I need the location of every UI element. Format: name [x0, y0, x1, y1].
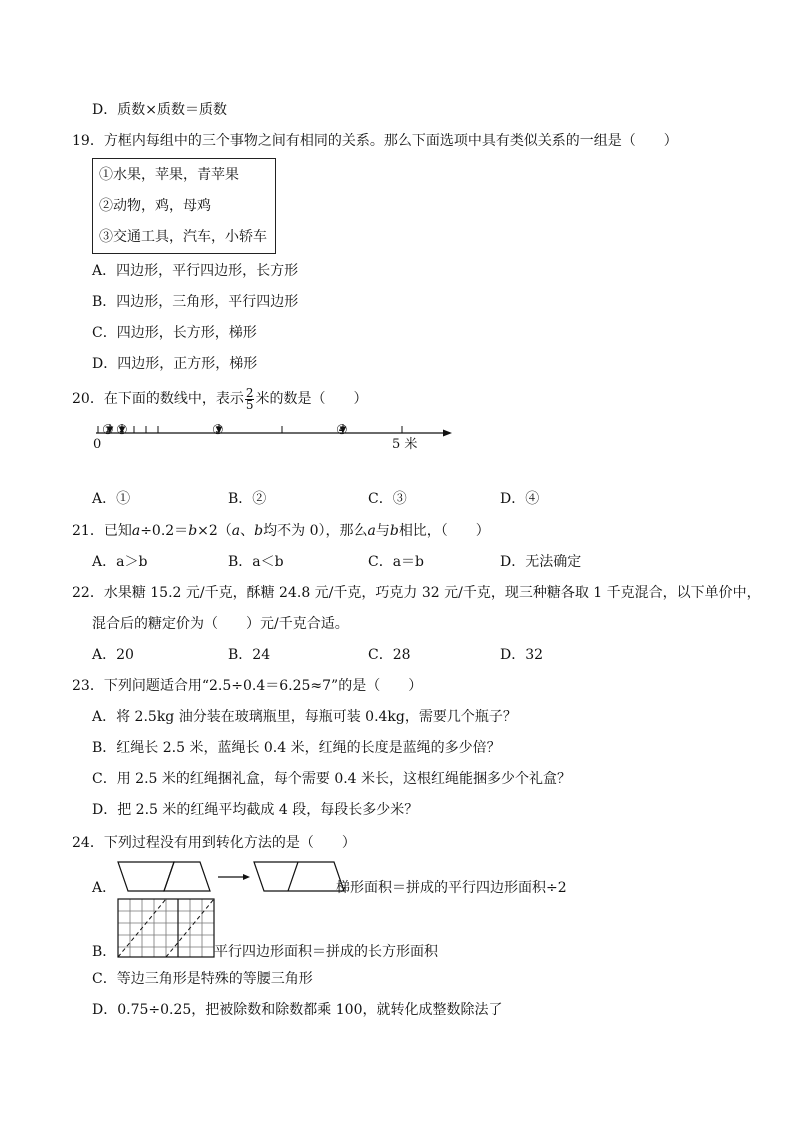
q21-stem-part: 均不为 0），那么 [263, 523, 368, 539]
q19-box-item-2: ②动物，鸡，母鸡 [99, 198, 211, 214]
q20-option-b: B．② [228, 491, 267, 507]
parallelogram-split-line [288, 862, 298, 891]
var-a: a [367, 523, 376, 539]
q18-option-d: D．质数×质数＝质数 [92, 102, 227, 118]
q22-stem-line-2: 混合后的糖定价为（ ）元/千克合适。 [92, 616, 349, 632]
q21-stem-part: 与 [375, 523, 390, 539]
q23-option-b: B．红绳长 2.5 米，蓝绳长 0.4 米，红绳的长度是蓝绳的多少倍？ [92, 740, 501, 756]
q21-stem-part: 相比，（ ） [398, 523, 490, 539]
q23-option-a: A．将 2.5kg 油分装在玻璃瓶里，每瓶可装 0.4kg，需要几个瓶子？ [92, 709, 517, 725]
q23-stem: 23．下列问题适合用“2.5÷0.4＝6.25≈7”的是（ ） [72, 678, 423, 694]
q20-option-c: C．③ [368, 491, 407, 507]
number-line-zero-label: 0 [93, 437, 102, 452]
q19-box-item-1: ①水果，苹果，青苹果 [99, 167, 239, 183]
var-b: b [254, 523, 264, 539]
q20-stem-post: 米的数是（ ） [255, 391, 368, 407]
q21-stem-part: ÷0.2＝ [140, 523, 189, 539]
q22-stem-line-1: 22．水果糖 15.2 元/千克，酥糖 24.8 元/千克，巧克力 32 元/千克，现三种糖各取 1 千克混合，以下单价中， [72, 585, 761, 601]
q24-option-a-text: 梯形面积＝拼成的平行四边形面积÷2 [336, 880, 567, 896]
q19-option-d: D．四边形，正方形，梯形 [92, 356, 258, 372]
q22-option-d: D．32 [500, 647, 544, 663]
q21-option-d: D．无法确定 [500, 554, 582, 570]
fraction-numerator: 2 [245, 385, 254, 400]
q20-option-d: D．④ [500, 491, 540, 507]
marker-label-2: ② [116, 423, 128, 438]
q21-stem-part: ×2（ [197, 523, 232, 539]
grid-lines [118, 899, 214, 957]
q24-option-d: D．0.75÷0.25，把被除数和除数都乘 100，就转化成整数除法了 [92, 1002, 503, 1018]
q23-option-d: D．把 2.5 米的红绳平均截成 4 段，每段长多少米？ [92, 802, 419, 818]
parallelogram-shape [254, 862, 344, 891]
arrow-head [243, 874, 250, 880]
q20-option-a: A．① [92, 491, 131, 507]
q19-option-b: B．四边形，三角形，平行四边形 [92, 294, 299, 310]
q23-option-c: C．用 2.5 米的红绳捆礼盒，每个需要 0.4 米长，这根红绳能捆多少个礼盒？ [92, 771, 572, 787]
parallelogram-to-rectangle-grid-figure [112, 897, 216, 959]
q22-option-c: C．28 [368, 647, 411, 663]
number-line-end-label: 5 米 [392, 437, 418, 452]
var-b: b [188, 523, 198, 539]
q21-option-c: C．a＝b [368, 554, 425, 570]
q24-option-b-text: 平行四边形面积＝拼成的长方形面积 [214, 944, 438, 960]
q19-relation-box [92, 158, 276, 254]
q22-option-a: A．20 [92, 647, 134, 663]
q24-stem: 24．下列过程没有用到转化方法的是（ ） [72, 835, 356, 851]
var-b: b [389, 523, 399, 539]
q19-stem: 19．方框内每组中的三个事物之间有相同的关系。那么下面选项中具有类似关系的一组是（ ） [72, 133, 678, 149]
number-line-markers [108, 424, 346, 432]
q24-option-a-label: A． [92, 880, 117, 896]
fraction-denominator: 5 [245, 397, 254, 412]
marker-label-4: ④ [336, 423, 348, 438]
q21-stem [72, 522, 490, 540]
q22-option-b: B．24 [228, 647, 271, 663]
var-a: a [231, 523, 241, 539]
q21-stem-part: 、 [240, 523, 255, 539]
q21-stem-part: 21．已知 [72, 523, 132, 539]
marker-label-3: ③ [212, 423, 224, 438]
q24-option-b-label: B． [92, 944, 117, 960]
var-a: a [131, 523, 141, 539]
q20-stem-pre: 20．在下面的数线中，表示 [72, 391, 244, 407]
number-line-arrowhead [443, 430, 452, 437]
q24-option-c: C．等边三角形是特殊的等腰三角形 [92, 971, 313, 987]
q19-option-c: C．四边形，长方形，梯形 [92, 325, 257, 341]
number-line-ticks [98, 426, 402, 433]
trapezoid-to-parallelogram-figure [112, 858, 352, 898]
q19-box-item-3: ③交通工具，汽车，小轿车 [99, 229, 267, 245]
q20-stem [72, 387, 367, 411]
q21-option-b: B．a＜b [228, 554, 284, 570]
marker-label-1: ① [102, 423, 114, 438]
fraction-two-fifths [245, 385, 255, 412]
q19-option-a: A．四边形，平行四边形，长方形 [92, 263, 299, 279]
trapezoid-shape [164, 862, 210, 891]
q21-option-a: A．a＞b [92, 554, 148, 570]
